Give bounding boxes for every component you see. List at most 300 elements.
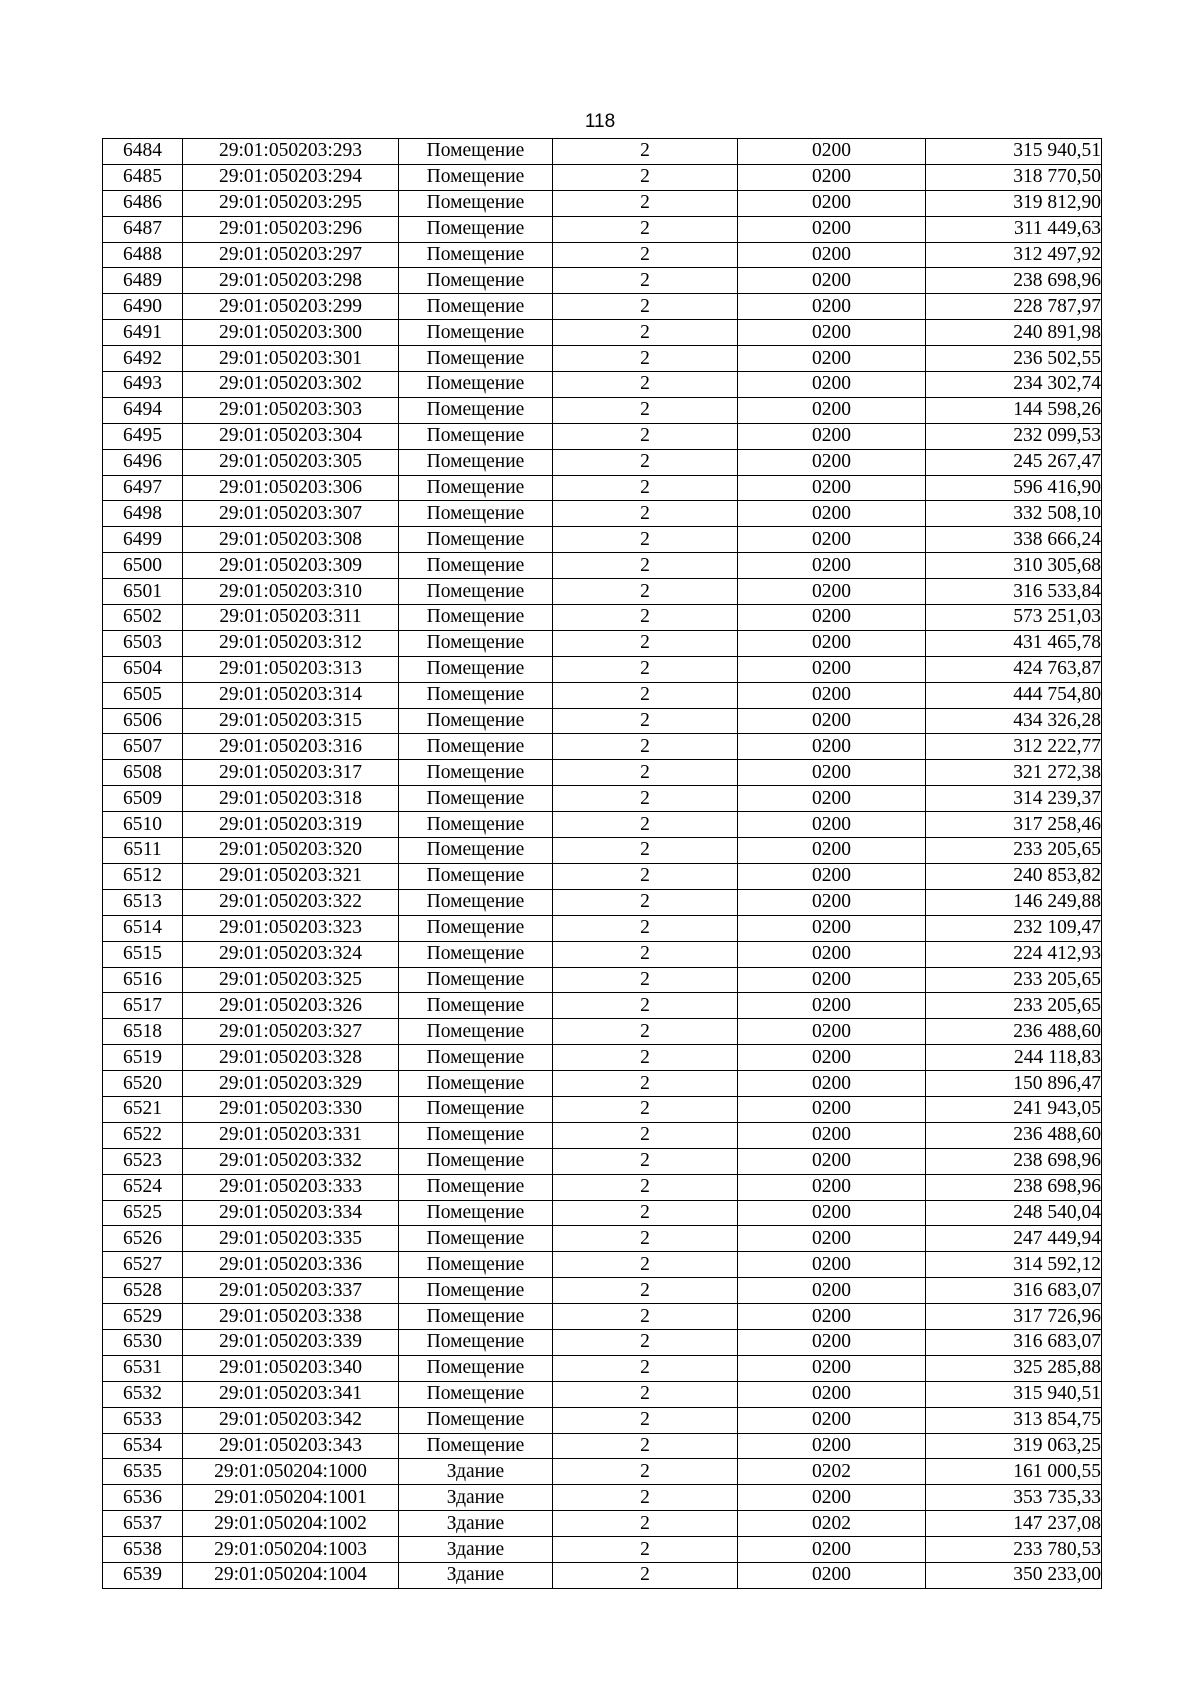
row-number-cell: 6491 bbox=[103, 320, 183, 346]
object-type-cell: Помещение bbox=[399, 760, 553, 786]
value-cell: 424 763,87 bbox=[926, 656, 1102, 682]
code-cell: 0200 bbox=[738, 294, 926, 320]
code-cell: 0200 bbox=[738, 708, 926, 734]
value-cell: 238 698,96 bbox=[926, 1174, 1102, 1200]
quantity-cell: 2 bbox=[553, 320, 738, 346]
quantity-cell: 2 bbox=[553, 164, 738, 190]
code-cell: 0200 bbox=[738, 941, 926, 967]
table-row bbox=[103, 216, 1102, 242]
value-cell: 233 780,53 bbox=[926, 1537, 1102, 1563]
object-type-cell: Помещение bbox=[399, 320, 553, 346]
cadastral-number-cell: 29:01:050203:327 bbox=[183, 1019, 399, 1045]
table-row bbox=[103, 1096, 1102, 1122]
object-type-cell: Помещение bbox=[399, 1226, 553, 1252]
value-cell: 238 698,96 bbox=[926, 268, 1102, 294]
value-cell: 318 770,50 bbox=[926, 164, 1102, 190]
code-cell: 0200 bbox=[738, 915, 926, 941]
row-number-cell: 6512 bbox=[103, 863, 183, 889]
object-type-cell: Помещение bbox=[399, 786, 553, 812]
table-row bbox=[103, 579, 1102, 605]
quantity-cell: 2 bbox=[553, 1096, 738, 1122]
quantity-cell: 2 bbox=[553, 786, 738, 812]
quantity-cell: 2 bbox=[553, 527, 738, 553]
table-row bbox=[103, 139, 1102, 165]
table-row bbox=[103, 786, 1102, 812]
row-number-cell: 6521 bbox=[103, 1096, 183, 1122]
row-number-cell: 6530 bbox=[103, 1329, 183, 1355]
code-cell: 0200 bbox=[738, 1096, 926, 1122]
row-number-cell: 6537 bbox=[103, 1511, 183, 1537]
object-type-cell: Помещение bbox=[399, 1019, 553, 1045]
table-row bbox=[103, 656, 1102, 682]
table-row bbox=[103, 1278, 1102, 1304]
table-row bbox=[103, 1174, 1102, 1200]
cadastral-number-cell: 29:01:050203:294 bbox=[183, 164, 399, 190]
quantity-cell: 2 bbox=[553, 630, 738, 656]
row-number-cell: 6526 bbox=[103, 1226, 183, 1252]
object-type-cell: Помещение bbox=[399, 1278, 553, 1304]
row-number-cell: 6525 bbox=[103, 1200, 183, 1226]
value-cell: 596 416,90 bbox=[926, 475, 1102, 501]
value-cell: 310 305,68 bbox=[926, 553, 1102, 579]
row-number-cell: 6493 bbox=[103, 372, 183, 398]
row-number-cell: 6513 bbox=[103, 889, 183, 915]
object-type-cell: Помещение bbox=[399, 1045, 553, 1071]
quantity-cell: 2 bbox=[553, 1148, 738, 1174]
table-row bbox=[103, 1355, 1102, 1381]
cadastral-number-cell: 29:01:050203:330 bbox=[183, 1096, 399, 1122]
code-cell: 0200 bbox=[738, 812, 926, 838]
object-type-cell: Помещение bbox=[399, 967, 553, 993]
row-number-cell: 6518 bbox=[103, 1019, 183, 1045]
object-type-cell: Помещение bbox=[399, 1148, 553, 1174]
code-cell: 0200 bbox=[738, 139, 926, 165]
code-cell: 0200 bbox=[738, 1304, 926, 1330]
table-row bbox=[103, 1485, 1102, 1511]
cadastral-number-cell: 29:01:050203:296 bbox=[183, 216, 399, 242]
row-number-cell: 6484 bbox=[103, 139, 183, 165]
cadastral-number-cell: 29:01:050203:300 bbox=[183, 320, 399, 346]
cadastral-number-cell: 29:01:050203:295 bbox=[183, 190, 399, 216]
value-cell: 315 940,51 bbox=[926, 1381, 1102, 1407]
value-cell: 434 326,28 bbox=[926, 708, 1102, 734]
row-number-cell: 6495 bbox=[103, 423, 183, 449]
cadastral-number-cell: 29:01:050203:302 bbox=[183, 372, 399, 398]
table-row bbox=[103, 1562, 1102, 1588]
quantity-cell: 2 bbox=[553, 294, 738, 320]
value-cell: 150 896,47 bbox=[926, 1071, 1102, 1097]
table-row bbox=[103, 838, 1102, 864]
quantity-cell: 2 bbox=[553, 1381, 738, 1407]
value-cell: 321 272,38 bbox=[926, 760, 1102, 786]
cadastral-number-cell: 29:01:050203:338 bbox=[183, 1304, 399, 1330]
object-type-cell: Помещение bbox=[399, 1174, 553, 1200]
object-type-cell: Помещение bbox=[399, 346, 553, 372]
row-number-cell: 6535 bbox=[103, 1459, 183, 1485]
code-cell: 0200 bbox=[738, 863, 926, 889]
object-type-cell: Помещение bbox=[399, 1381, 553, 1407]
row-number-cell: 6527 bbox=[103, 1252, 183, 1278]
row-number-cell: 6528 bbox=[103, 1278, 183, 1304]
value-cell: 161 000,55 bbox=[926, 1459, 1102, 1485]
value-cell: 312 222,77 bbox=[926, 734, 1102, 760]
table-row bbox=[103, 294, 1102, 320]
cadastral-number-cell: 29:01:050203:342 bbox=[183, 1407, 399, 1433]
quantity-cell: 2 bbox=[553, 1200, 738, 1226]
value-cell: 228 787,97 bbox=[926, 294, 1102, 320]
table-row bbox=[103, 1407, 1102, 1433]
value-cell: 316 683,07 bbox=[926, 1278, 1102, 1304]
object-type-cell: Помещение bbox=[399, 423, 553, 449]
value-cell: 240 853,82 bbox=[926, 863, 1102, 889]
row-number-cell: 6509 bbox=[103, 786, 183, 812]
table-row bbox=[103, 734, 1102, 760]
table-row bbox=[103, 1200, 1102, 1226]
object-type-cell: Помещение bbox=[399, 294, 553, 320]
cadastral-number-cell: 29:01:050203:298 bbox=[183, 268, 399, 294]
code-cell: 0200 bbox=[738, 1226, 926, 1252]
value-cell: 232 109,47 bbox=[926, 915, 1102, 941]
table-row bbox=[103, 967, 1102, 993]
quantity-cell: 2 bbox=[553, 475, 738, 501]
value-cell: 241 943,05 bbox=[926, 1096, 1102, 1122]
value-cell: 245 267,47 bbox=[926, 449, 1102, 475]
cadastral-number-cell: 29:01:050203:314 bbox=[183, 682, 399, 708]
value-cell: 234 302,74 bbox=[926, 372, 1102, 398]
cadastral-number-cell: 29:01:050203:335 bbox=[183, 1226, 399, 1252]
code-cell: 0200 bbox=[738, 993, 926, 1019]
value-cell: 311 449,63 bbox=[926, 216, 1102, 242]
object-type-cell: Помещение bbox=[399, 941, 553, 967]
cadastral-number-cell: 29:01:050203:318 bbox=[183, 786, 399, 812]
cadastral-number-cell: 29:01:050203:328 bbox=[183, 1045, 399, 1071]
table-row bbox=[103, 708, 1102, 734]
table-row bbox=[103, 1148, 1102, 1174]
cadastral-number-cell: 29:01:050203:340 bbox=[183, 1355, 399, 1381]
table-row bbox=[103, 320, 1102, 346]
cadastral-number-cell: 29:01:050203:333 bbox=[183, 1174, 399, 1200]
code-cell: 0202 bbox=[738, 1511, 926, 1537]
quantity-cell: 2 bbox=[553, 1071, 738, 1097]
value-cell: 444 754,80 bbox=[926, 682, 1102, 708]
row-number-cell: 6539 bbox=[103, 1562, 183, 1588]
table-row bbox=[103, 993, 1102, 1019]
row-number-cell: 6529 bbox=[103, 1304, 183, 1330]
table-row bbox=[103, 190, 1102, 216]
cadastral-number-cell: 29:01:050203:321 bbox=[183, 863, 399, 889]
quantity-cell: 2 bbox=[553, 1329, 738, 1355]
row-number-cell: 6503 bbox=[103, 630, 183, 656]
value-cell: 325 285,88 bbox=[926, 1355, 1102, 1381]
cadastral-number-cell: 29:01:050203:308 bbox=[183, 527, 399, 553]
cadastral-number-cell: 29:01:050203:341 bbox=[183, 1381, 399, 1407]
object-type-cell: Помещение bbox=[399, 579, 553, 605]
code-cell: 0200 bbox=[738, 1071, 926, 1097]
code-cell: 0200 bbox=[738, 320, 926, 346]
object-type-cell: Помещение bbox=[399, 1200, 553, 1226]
quantity-cell: 2 bbox=[553, 216, 738, 242]
code-cell: 0200 bbox=[738, 268, 926, 294]
object-type-cell: Помещение bbox=[399, 1096, 553, 1122]
quantity-cell: 2 bbox=[553, 605, 738, 631]
table-row bbox=[103, 242, 1102, 268]
row-number-cell: 6508 bbox=[103, 760, 183, 786]
row-number-cell: 6517 bbox=[103, 993, 183, 1019]
value-cell: 233 205,65 bbox=[926, 838, 1102, 864]
quantity-cell: 2 bbox=[553, 449, 738, 475]
code-cell: 0200 bbox=[738, 1433, 926, 1459]
quantity-cell: 2 bbox=[553, 993, 738, 1019]
table-row bbox=[103, 1511, 1102, 1537]
value-cell: 244 118,83 bbox=[926, 1045, 1102, 1071]
row-number-cell: 6511 bbox=[103, 838, 183, 864]
row-number-cell: 6487 bbox=[103, 216, 183, 242]
quantity-cell: 2 bbox=[553, 423, 738, 449]
table-row bbox=[103, 1252, 1102, 1278]
table-row bbox=[103, 346, 1102, 372]
quantity-cell: 2 bbox=[553, 941, 738, 967]
row-number-cell: 6519 bbox=[103, 1045, 183, 1071]
cadastral-number-cell: 29:01:050203:331 bbox=[183, 1122, 399, 1148]
code-cell: 0200 bbox=[738, 242, 926, 268]
table-row bbox=[103, 1019, 1102, 1045]
row-number-cell: 6486 bbox=[103, 190, 183, 216]
cadastral-number-cell: 29:01:050203:332 bbox=[183, 1148, 399, 1174]
object-type-cell: Помещение bbox=[399, 397, 553, 423]
code-cell: 0200 bbox=[738, 1537, 926, 1563]
object-type-cell: Помещение bbox=[399, 734, 553, 760]
object-type-cell: Помещение bbox=[399, 501, 553, 527]
quantity-cell: 2 bbox=[553, 734, 738, 760]
quantity-cell: 2 bbox=[553, 242, 738, 268]
table-row bbox=[103, 915, 1102, 941]
cadastral-number-cell: 29:01:050203:322 bbox=[183, 889, 399, 915]
value-cell: 240 891,98 bbox=[926, 320, 1102, 346]
code-cell: 0200 bbox=[738, 397, 926, 423]
code-cell: 0200 bbox=[738, 1045, 926, 1071]
value-cell: 146 249,88 bbox=[926, 889, 1102, 915]
code-cell: 0200 bbox=[738, 656, 926, 682]
code-cell: 0200 bbox=[738, 1122, 926, 1148]
object-type-cell: Помещение bbox=[399, 449, 553, 475]
table-row bbox=[103, 449, 1102, 475]
value-cell: 314 239,37 bbox=[926, 786, 1102, 812]
code-cell: 0200 bbox=[738, 475, 926, 501]
table-row bbox=[103, 475, 1102, 501]
value-cell: 317 726,96 bbox=[926, 1304, 1102, 1330]
row-number-cell: 6514 bbox=[103, 915, 183, 941]
object-type-cell: Помещение bbox=[399, 527, 553, 553]
cadastral-number-cell: 29:01:050203:339 bbox=[183, 1329, 399, 1355]
quantity-cell: 2 bbox=[553, 1278, 738, 1304]
quantity-cell: 2 bbox=[553, 1122, 738, 1148]
object-type-cell: Помещение bbox=[399, 1071, 553, 1097]
cadastral-number-cell: 29:01:050203:317 bbox=[183, 760, 399, 786]
code-cell: 0200 bbox=[738, 786, 926, 812]
code-cell: 0200 bbox=[738, 216, 926, 242]
quantity-cell: 2 bbox=[553, 1019, 738, 1045]
table-row bbox=[103, 268, 1102, 294]
table-row bbox=[103, 1071, 1102, 1097]
object-type-cell: Помещение bbox=[399, 268, 553, 294]
table-row bbox=[103, 501, 1102, 527]
row-number-cell: 6504 bbox=[103, 656, 183, 682]
quantity-cell: 2 bbox=[553, 1407, 738, 1433]
row-number-cell: 6502 bbox=[103, 605, 183, 631]
page-number: 118 bbox=[584, 111, 616, 132]
cadastral-number-cell: 29:01:050203:316 bbox=[183, 734, 399, 760]
code-cell: 0200 bbox=[738, 605, 926, 631]
row-number-cell: 6510 bbox=[103, 812, 183, 838]
cadastral-number-cell: 29:01:050203:343 bbox=[183, 1433, 399, 1459]
quantity-cell: 2 bbox=[553, 915, 738, 941]
object-type-cell: Помещение bbox=[399, 863, 553, 889]
quantity-cell: 2 bbox=[553, 268, 738, 294]
table-row bbox=[103, 164, 1102, 190]
cadastral-number-cell: 29:01:050203:320 bbox=[183, 838, 399, 864]
object-type-cell: Помещение bbox=[399, 475, 553, 501]
quantity-cell: 2 bbox=[553, 708, 738, 734]
object-type-cell: Помещение bbox=[399, 372, 553, 398]
row-number-cell: 6538 bbox=[103, 1537, 183, 1563]
value-cell: 147 237,08 bbox=[926, 1511, 1102, 1537]
quantity-cell: 2 bbox=[553, 1174, 738, 1200]
code-cell: 0200 bbox=[738, 1174, 926, 1200]
object-type-cell: Здание bbox=[399, 1537, 553, 1563]
table-row bbox=[103, 553, 1102, 579]
cadastral-number-cell: 29:01:050204:1002 bbox=[183, 1511, 399, 1537]
object-type-cell: Помещение bbox=[399, 630, 553, 656]
cadastral-number-cell: 29:01:050203:336 bbox=[183, 1252, 399, 1278]
cadastral-number-cell: 29:01:050203:307 bbox=[183, 501, 399, 527]
object-type-cell: Помещение bbox=[399, 682, 553, 708]
object-type-cell: Помещение bbox=[399, 190, 553, 216]
row-number-cell: 6499 bbox=[103, 527, 183, 553]
cadastral-number-cell: 29:01:050203:319 bbox=[183, 812, 399, 838]
object-type-cell: Помещение bbox=[399, 139, 553, 165]
quantity-cell: 2 bbox=[553, 1433, 738, 1459]
table-row bbox=[103, 372, 1102, 398]
value-cell: 317 258,46 bbox=[926, 812, 1102, 838]
cadastral-number-cell: 29:01:050203:304 bbox=[183, 423, 399, 449]
cadastral-number-cell: 29:01:050203:323 bbox=[183, 915, 399, 941]
code-cell: 0200 bbox=[738, 1562, 926, 1588]
cadastral-number-cell: 29:01:050203:305 bbox=[183, 449, 399, 475]
value-cell: 236 488,60 bbox=[926, 1122, 1102, 1148]
table-row bbox=[103, 1226, 1102, 1252]
cadastral-number-cell: 29:01:050203:306 bbox=[183, 475, 399, 501]
code-cell: 0200 bbox=[738, 630, 926, 656]
code-cell: 0200 bbox=[738, 1200, 926, 1226]
object-type-cell: Помещение bbox=[399, 242, 553, 268]
quantity-cell: 2 bbox=[553, 553, 738, 579]
value-cell: 312 497,92 bbox=[926, 242, 1102, 268]
quantity-cell: 2 bbox=[553, 656, 738, 682]
quantity-cell: 2 bbox=[553, 967, 738, 993]
row-number-cell: 6497 bbox=[103, 475, 183, 501]
object-type-cell: Здание bbox=[399, 1511, 553, 1537]
table-row bbox=[103, 1045, 1102, 1071]
cadastral-number-cell: 29:01:050203:312 bbox=[183, 630, 399, 656]
object-type-cell: Помещение bbox=[399, 1355, 553, 1381]
code-cell: 0200 bbox=[738, 346, 926, 372]
code-cell: 0200 bbox=[738, 553, 926, 579]
value-cell: 247 449,94 bbox=[926, 1226, 1102, 1252]
row-number-cell: 6523 bbox=[103, 1148, 183, 1174]
quantity-cell: 2 bbox=[553, 1562, 738, 1588]
quantity-cell: 2 bbox=[553, 760, 738, 786]
row-number-cell: 6490 bbox=[103, 294, 183, 320]
cadastral-number-cell: 29:01:050203:309 bbox=[183, 553, 399, 579]
value-cell: 319 812,90 bbox=[926, 190, 1102, 216]
quantity-cell: 2 bbox=[553, 889, 738, 915]
code-cell: 0200 bbox=[738, 579, 926, 605]
row-number-cell: 6485 bbox=[103, 164, 183, 190]
cadastral-register-table bbox=[102, 138, 1102, 1589]
value-cell: 431 465,78 bbox=[926, 630, 1102, 656]
cadastral-number-cell: 29:01:050203:325 bbox=[183, 967, 399, 993]
quantity-cell: 2 bbox=[553, 579, 738, 605]
cadastral-number-cell: 29:01:050203:297 bbox=[183, 242, 399, 268]
table-row bbox=[103, 1433, 1102, 1459]
object-type-cell: Помещение bbox=[399, 915, 553, 941]
object-type-cell: Помещение bbox=[399, 1252, 553, 1278]
row-number-cell: 6507 bbox=[103, 734, 183, 760]
row-number-cell: 6536 bbox=[103, 1485, 183, 1511]
quantity-cell: 2 bbox=[553, 1226, 738, 1252]
value-cell: 236 488,60 bbox=[926, 1019, 1102, 1045]
table-row bbox=[103, 605, 1102, 631]
object-type-cell: Помещение bbox=[399, 1407, 553, 1433]
quantity-cell: 2 bbox=[553, 501, 738, 527]
value-cell: 316 683,07 bbox=[926, 1329, 1102, 1355]
row-number-cell: 6524 bbox=[103, 1174, 183, 1200]
code-cell: 0200 bbox=[738, 372, 926, 398]
row-number-cell: 6488 bbox=[103, 242, 183, 268]
table-row bbox=[103, 760, 1102, 786]
value-cell: 233 205,65 bbox=[926, 993, 1102, 1019]
cadastral-number-cell: 29:01:050203:329 bbox=[183, 1071, 399, 1097]
object-type-cell: Помещение bbox=[399, 993, 553, 1019]
quantity-cell: 2 bbox=[553, 1045, 738, 1071]
code-cell: 0200 bbox=[738, 164, 926, 190]
table-row bbox=[103, 1304, 1102, 1330]
object-type-cell: Помещение bbox=[399, 1122, 553, 1148]
table-row bbox=[103, 812, 1102, 838]
value-cell: 313 854,75 bbox=[926, 1407, 1102, 1433]
code-cell: 0200 bbox=[738, 760, 926, 786]
value-cell: 233 205,65 bbox=[926, 967, 1102, 993]
row-number-cell: 6531 bbox=[103, 1355, 183, 1381]
cadastral-number-cell: 29:01:050203:315 bbox=[183, 708, 399, 734]
quantity-cell: 2 bbox=[553, 397, 738, 423]
object-type-cell: Здание bbox=[399, 1459, 553, 1485]
quantity-cell: 2 bbox=[553, 1304, 738, 1330]
quantity-cell: 2 bbox=[553, 139, 738, 165]
value-cell: 338 666,24 bbox=[926, 527, 1102, 553]
object-type-cell: Помещение bbox=[399, 838, 553, 864]
quantity-cell: 2 bbox=[553, 372, 738, 398]
value-cell: 350 233,00 bbox=[926, 1562, 1102, 1588]
row-number-cell: 6515 bbox=[103, 941, 183, 967]
cadastral-number-cell: 29:01:050203:293 bbox=[183, 139, 399, 165]
value-cell: 236 502,55 bbox=[926, 346, 1102, 372]
table-row bbox=[103, 1122, 1102, 1148]
cadastral-number-cell: 29:01:050204:1004 bbox=[183, 1562, 399, 1588]
code-cell: 0200 bbox=[738, 190, 926, 216]
quantity-cell: 2 bbox=[553, 682, 738, 708]
code-cell: 0200 bbox=[738, 1329, 926, 1355]
